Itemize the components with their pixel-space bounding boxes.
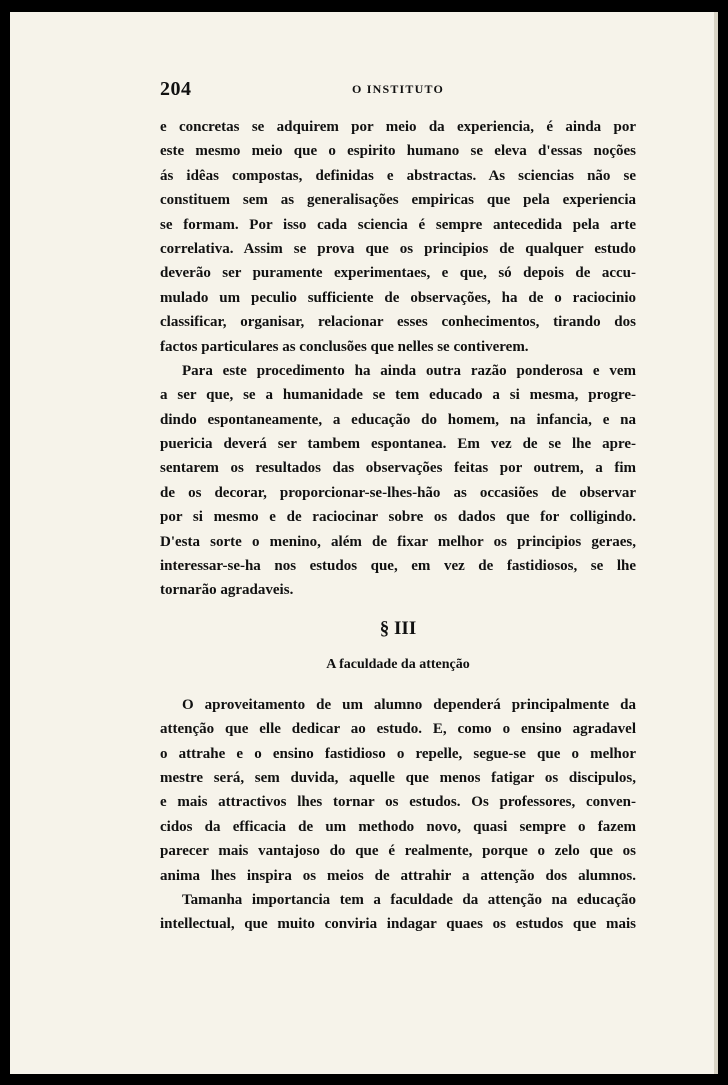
paragraph-3 bbox=[160, 693, 636, 888]
text-line: dindo espontaneamente, a educação do homem, na infancia, e na bbox=[160, 411, 636, 428]
text-line: mestre será, sem duvida, aquelle que menos fatigar os discipulos, bbox=[160, 769, 636, 786]
text-line: O aproveitamento de um alumno dependerá principalmente da bbox=[182, 696, 636, 713]
text-line: parecer mais vantajoso do que é realmente, porque o zelo que os bbox=[160, 843, 636, 860]
text-line: deverão ser puramente experimentaes, e que, só depois de accu- bbox=[160, 265, 636, 282]
text-line: sentarem os resultados das observações feitas por outrem, a fim bbox=[160, 460, 636, 477]
paragraph-1 bbox=[160, 115, 636, 359]
text-line: a ser que, se a humanidade se tem educado a si mesma, progre- bbox=[160, 387, 636, 404]
text-line: cidos da efficacia de um methodo novo, quasi sempre o fazem bbox=[160, 818, 636, 835]
body-text bbox=[160, 115, 636, 937]
paragraph-2 bbox=[160, 359, 636, 603]
text-line: anima lhes inspira os meios de attrahir a attenção dos alumnos. bbox=[160, 867, 636, 884]
text-line: e concretas se adquirem por meio da experiencia, é ainda por bbox=[160, 119, 636, 135]
text-line: D'esta sorte o menino, além de fixar melhor os principios geraes, bbox=[160, 533, 636, 550]
paragraph-4 bbox=[160, 888, 636, 937]
text-line: ás idêas compostas, definidas e abstractas. As sciencias não se bbox=[160, 167, 636, 184]
text-line: mulado um peculio sufficiente de observações, ha de o raciocinio bbox=[160, 289, 636, 306]
text-line: de os decorar, proporcionar-se-lhes-hão as occasiões de observar bbox=[160, 484, 636, 501]
text-line: Tamanha importancia tem a faculdade da attenção na educação bbox=[182, 891, 636, 908]
text-line: classificar, organisar, relacionar esses conhecimentos, tirando dos bbox=[160, 314, 636, 331]
section-heading: § III bbox=[379, 617, 417, 639]
running-title: O INSTITUTO bbox=[351, 82, 444, 96]
text-line: por si mesmo e de raciocinar sobre os dados que for colligindo. bbox=[160, 509, 636, 526]
subsection-heading: A faculdade da attenção bbox=[326, 656, 470, 672]
text-line: este mesmo meio que o espirito humano se eleva d'essas noções bbox=[160, 143, 636, 160]
text-line: attenção que elle dedicar ao estudo. E, como o ensino agradavel bbox=[160, 721, 636, 738]
book-page bbox=[10, 12, 718, 1074]
text-line: puericia deverá ser tambem espontanea. Em vez de se lhe apre- bbox=[160, 436, 636, 453]
page-number: 204 bbox=[160, 78, 192, 100]
text-line: correlativa. Assim se prova que os principios de qualquer estudo bbox=[160, 240, 636, 257]
text-line: tornarão agradaveis. bbox=[160, 582, 294, 599]
text-line: se formam. Por isso cada sciencia é sempre antecedida pela arte bbox=[160, 216, 636, 233]
text-line: e mais attractivos lhes tornar os estudos. Os professores, conven- bbox=[160, 794, 636, 811]
text-line: factos particulares as conclusões que nelles se contiverem. bbox=[160, 338, 529, 355]
text-line: interessar-se-ha nos estudos que, em vez de fastidiosos, se lhe bbox=[160, 558, 636, 575]
text-line: o attrahe e o ensino fastidioso o repelle, segue-se que o melhor bbox=[160, 745, 636, 762]
page-header bbox=[160, 78, 636, 102]
text-line: intellectual, que muito conviria indagar quaes os estudos que mais bbox=[160, 916, 636, 933]
text-line: Para este procedimento ha ainda outra razão ponderosa e vem bbox=[182, 362, 636, 379]
text-line: constituem sem as generalisações empiricas que pela experiencia bbox=[160, 192, 636, 209]
